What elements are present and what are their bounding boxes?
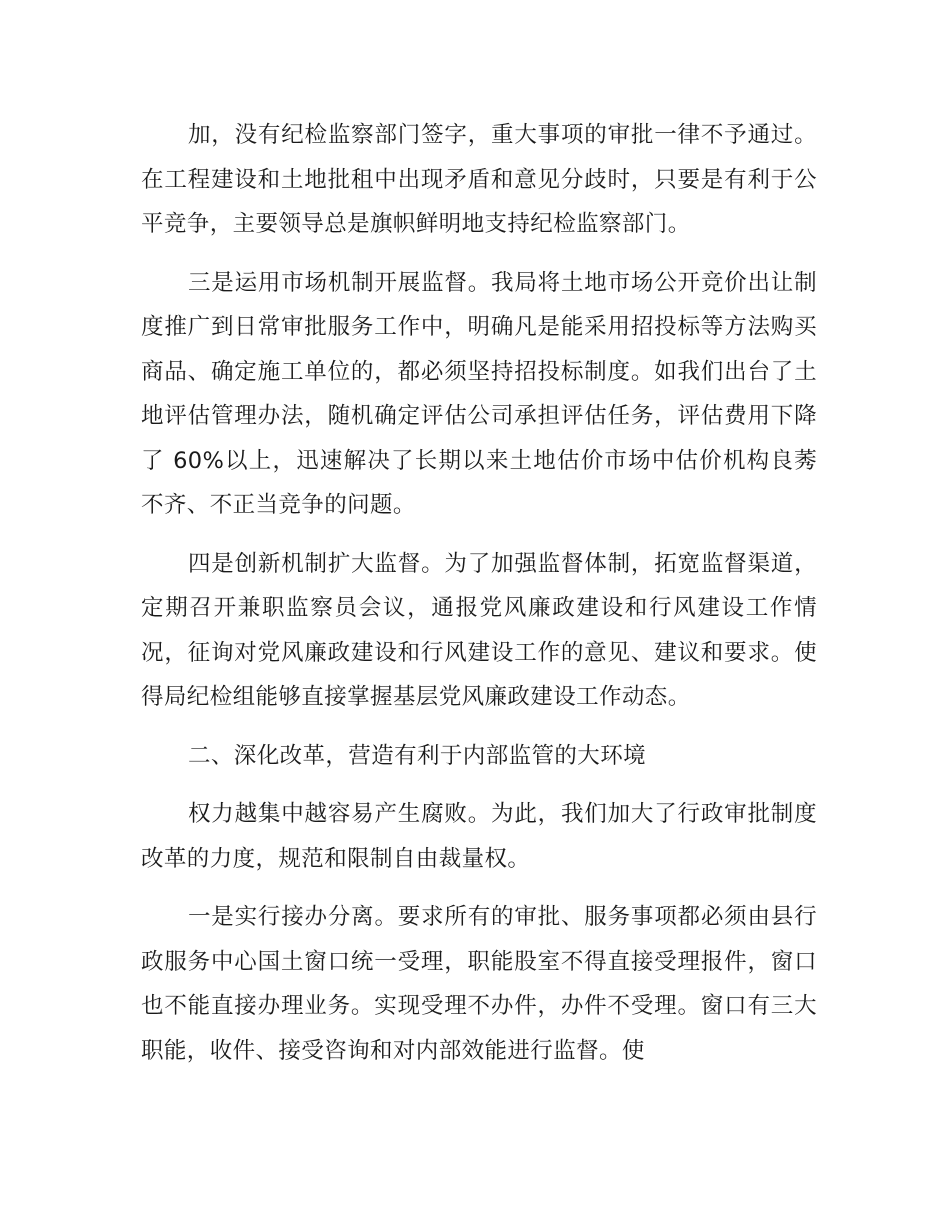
paragraph-market-mechanism: 三是运用市场机制开展监督。我局将土地市场公开竞价出让制度推广到日常审批服务工作中，明确凡是能采用招投标等方法购买商品、确定施工单位的，都必须坚持招投标制度。如我们出台了土地评估管理办法，随机确定评估公司承担评估任务，评估费用下降了 60%以上，迅速解决了长期以来土地估价市场中估价机构良莠不齐、不正当竞争的问题。: [141, 269, 817, 518]
section-heading-reform: 二、深化改革，营造有利于内部监管的大环境: [188, 742, 647, 769]
paragraph-innovation-mechanism: 四是创新机制扩大监督。为了加强监督体制，拓宽监督渠道，定期召开兼职监察员会议，通报党风廉政建设和行风建设工作情况，征询对党风廉政建设和行风建设工作的意见、建议和要求。使得局纪检组能够直接掌握基层党风廉政建设工作动态。: [141, 550, 817, 710]
document-body: [141, 113, 817, 1073]
paragraph-separation: 一是实行接办分离。要求所有的审批、服务事项都必须由县行政服务中心国土窗口统一受理，职能股室不得直接受理报件，窗口也不能直接办理业务。实现受理不办件，办件不受理。窗口有三大职能，收件、接受咨询和对内部效能进行监督。使: [141, 904, 817, 1064]
paragraph-power-concentration: 权力越集中越容易产生腐败。为此，我们加大了行政审批制度改革的力度，规范和限制自由裁量权。: [141, 801, 817, 872]
paragraph-approval-signature: 加，没有纪检监察部门签字，重大事项的审批一律不予通过。在工程建设和土地批租中出现矛盾和意见分歧时，只要是有利于公平竞争，主要领导总是旗帜鲜明地支持纪检监察部门。: [141, 122, 817, 237]
